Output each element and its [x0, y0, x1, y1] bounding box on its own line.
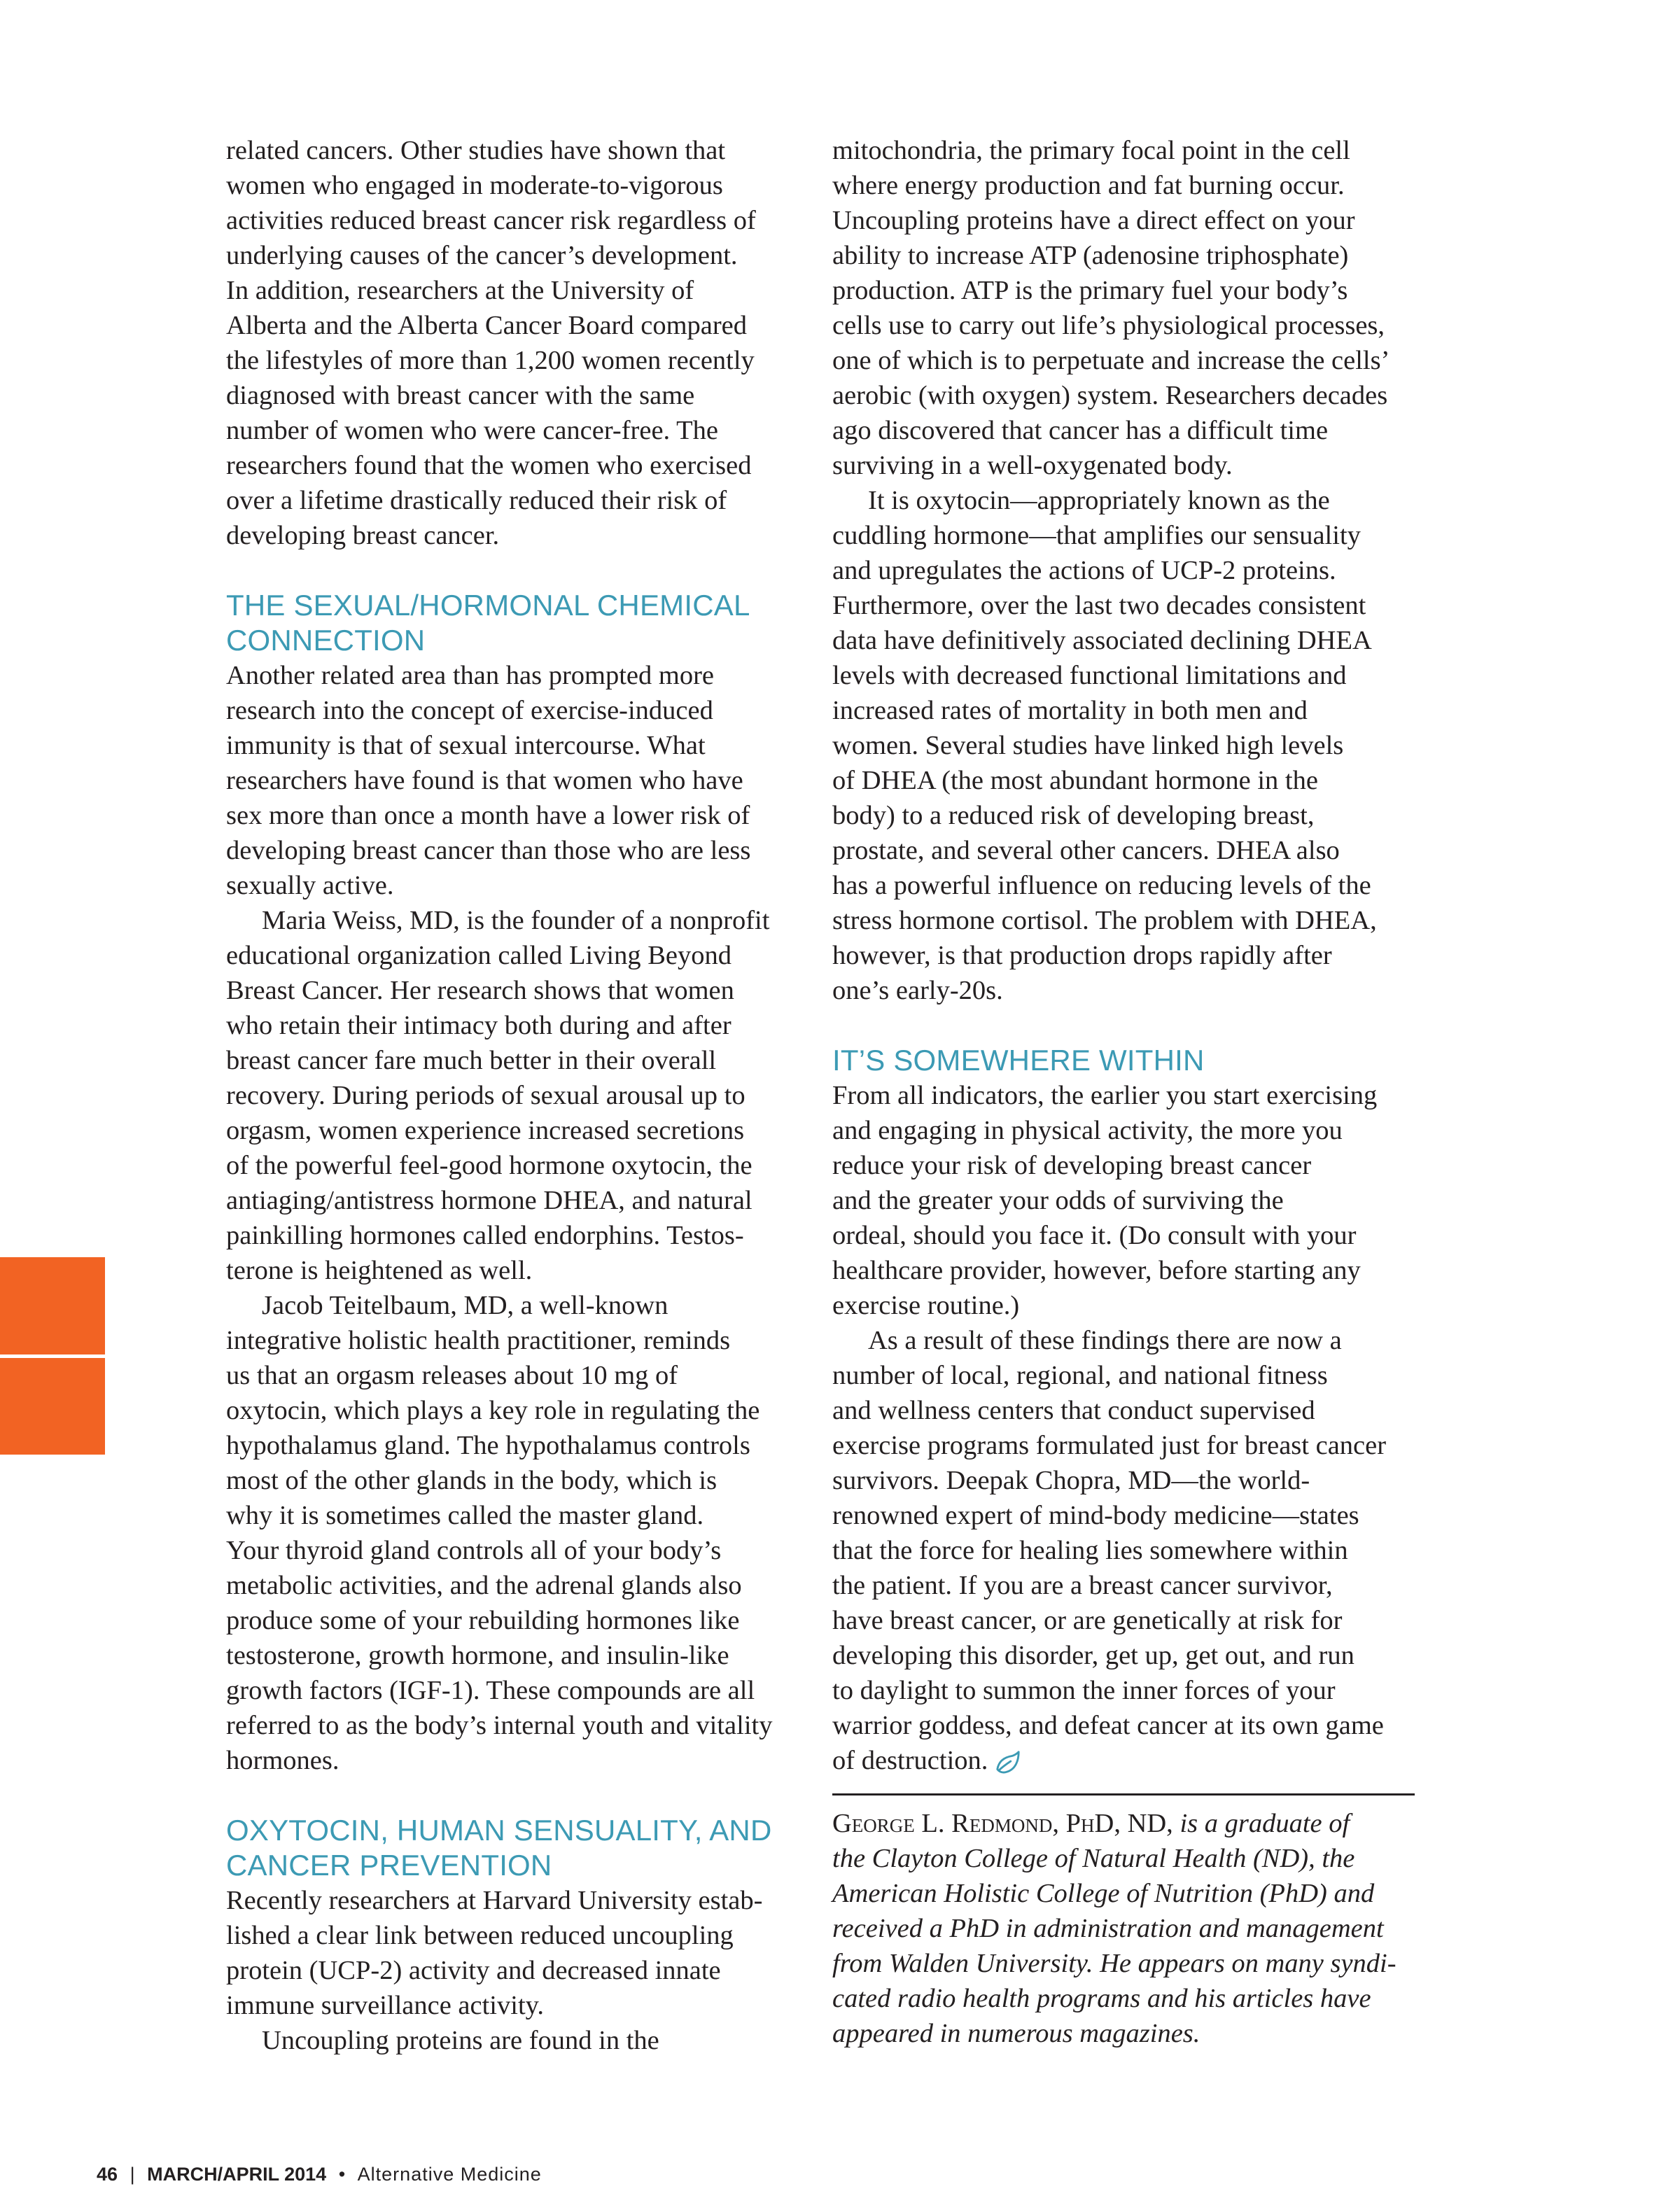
paragraph-line: body) to a reduced risk of developing breast,: [832, 801, 1315, 830]
paragraph-line: the patient. If you are a breast cancer survivor,: [832, 1571, 1333, 1600]
paragraph-line: developing this disorder, get up, get out, and run: [832, 1641, 1354, 1670]
paragraph-line: number of women who were cancer-free. The: [226, 416, 718, 445]
bio-divider: [832, 1793, 1415, 1795]
paragraph-line: most of the other glands in the body, which is: [226, 1466, 718, 1495]
paragraph-line: us that an orgasm releases about 10 mg of: [226, 1361, 678, 1390]
bio-line: received a PhD in administration and management: [832, 1914, 1384, 1943]
paragraph-line: however, is that production drops rapidly after: [832, 941, 1332, 970]
paragraph-line: From all indicators, the earlier you start exercising: [832, 1081, 1378, 1110]
paragraph-line: over a lifetime drastically reduced their risk of: [226, 486, 727, 515]
paragraph-line: to daylight to summon the inner forces of your: [832, 1676, 1336, 1705]
page-footer: [97, 2160, 542, 2188]
paragraph-line: oxytocin, which plays a key role in regulating the: [226, 1396, 760, 1425]
paragraph-line: number of local, regional, and national fitness: [832, 1361, 1328, 1390]
section-heading: IT’S SOMEWHERE WITHIN: [832, 1044, 1205, 1077]
paragraph-line: research into the concept of exercise-induced: [226, 696, 713, 725]
paragraph-line: where energy production and fat burning occur.: [832, 171, 1345, 200]
paragraph-line: related cancers. Other studies have shown that: [226, 136, 726, 165]
paragraph-line: Your thyroid gland controls all of your body’s: [226, 1536, 722, 1565]
paragraph-line: Another related area than has prompted more: [226, 661, 714, 690]
paragraph-line: healthcare provider, however, before starting any: [832, 1256, 1361, 1285]
paragraph-line: Maria Weiss, MD, is the founder of a nonprofit: [262, 906, 770, 935]
paragraph-line: hormones.: [226, 1746, 340, 1775]
paragraph-line: surviving in a well-oxygenated body.: [832, 451, 1233, 480]
paragraph-line: aerobic (with oxygen) system. Researchers decades: [832, 381, 1388, 410]
paragraph-line: Recently researchers at Harvard University estab-: [226, 1886, 763, 1915]
paragraph-line: researchers have found is that women who have: [226, 766, 743, 795]
paragraph-line: the lifestyles of more than 1,200 women recently: [226, 346, 755, 375]
paragraph-line: and engaging in physical activity, the more you: [832, 1116, 1343, 1145]
section-tab: [0, 1358, 105, 1455]
bio-line: cated radio health programs and his articles have: [832, 1984, 1371, 2013]
footer-separator: |: [130, 2164, 135, 2185]
magazine-name: Alternative Medicine: [357, 2164, 542, 2185]
paragraph-line: ordeal, should you face it. (Do consult with your: [832, 1221, 1357, 1250]
paragraph-line: immune surveillance activity.: [226, 1991, 545, 2020]
paragraph-line: prostate, and several other cancers. DHEA also: [832, 836, 1340, 865]
bio-line: from Walden University. He appears on many syndi-: [832, 1949, 1396, 1978]
paragraph-line: protein (UCP-2) activity and decreased innate: [226, 1956, 721, 1985]
paragraph-line: Jacob Teitelbaum, MD, a well-known: [262, 1291, 668, 1320]
paragraph-line: of destruction.: [832, 1743, 1021, 1778]
paragraph-line: sexually active.: [226, 871, 394, 900]
paragraph-line: hypothalamus gland. The hypothalamus controls: [226, 1431, 750, 1460]
paragraph-line: metabolic activities, and the adrenal glands also: [226, 1571, 742, 1600]
paragraph-line: production. ATP is the primary fuel your body’s: [832, 276, 1348, 305]
leaf-end-icon: [995, 1749, 1021, 1776]
paragraph-line: Furthermore, over the last two decades consistent: [832, 591, 1366, 620]
paragraph-line: testosterone, growth hormone, and insulin-like: [226, 1641, 729, 1670]
paragraph-line: reduce your risk of developing breast cancer: [832, 1151, 1312, 1180]
section-heading: CANCER PREVENTION: [226, 1849, 552, 1882]
paragraph-line: immunity is that of sexual intercourse. What: [226, 731, 706, 760]
paragraph-line: activities reduced breast cancer risk regardless of: [226, 206, 756, 235]
paragraph-line: why it is sometimes called the master gland.: [226, 1501, 704, 1530]
paragraph-line: diagnosed with breast cancer with the same: [226, 381, 695, 410]
paragraph-line: ability to increase ATP (adenosine triphosphate): [832, 241, 1349, 270]
paragraph-line: It is oxytocin—appropriately known as the: [868, 486, 1330, 515]
section-heading: THE SEXUAL/HORMONAL CHEMICAL: [226, 589, 750, 622]
paragraph-line: recovery. During periods of sexual arousal up to: [226, 1081, 746, 1110]
paragraph-line: has a powerful influence on reducing levels of the: [832, 871, 1371, 900]
paragraph-line: breast cancer fare much better in their overall: [226, 1046, 717, 1075]
paragraph-line: antiaging/antistress hormone DHEA, and natural: [226, 1186, 752, 1215]
paragraph-line: ago discovered that cancer has a difficult time: [832, 416, 1329, 445]
paragraph-line: In addition, researchers at the University of: [226, 276, 694, 305]
paragraph-line: growth factors (IGF-1). These compounds are all: [226, 1676, 755, 1705]
section-tab: [0, 1257, 105, 1354]
paragraph-line: developing breast cancer.: [226, 521, 500, 550]
paragraph-line: referred to as the body’s internal youth and vitality: [226, 1711, 773, 1740]
paragraph-line: who retain their intimacy both during and after: [226, 1011, 732, 1040]
page-number: 46: [97, 2164, 118, 2185]
bio-line: George L. Redmond, PhD, ND, is a graduate of: [832, 1809, 1350, 1838]
paragraph-line: of the powerful feel-good hormone oxytocin, the: [226, 1151, 752, 1180]
section-heading: CONNECTION: [226, 624, 426, 657]
author-name: George L. Redmond, PhD, ND,: [832, 1809, 1173, 1838]
issue-date: MARCH/APRIL 2014: [147, 2164, 327, 2185]
paragraph-line: cells use to carry out life’s physiological processes,: [832, 311, 1385, 340]
paragraph-line: Uncoupling proteins have a direct effect on your: [832, 206, 1355, 235]
paragraph-line: levels with decreased functional limitations and: [832, 661, 1347, 690]
paragraph-line: warrior goddess, and defeat cancer at its own game: [832, 1711, 1384, 1740]
paragraph-line: cuddling hormone—that amplifies our sensuality: [832, 521, 1361, 550]
paragraph-line: and wellness centers that conduct supervised: [832, 1396, 1315, 1425]
paragraph-line: survivors. Deepak Chopra, MD—the world-: [832, 1466, 1310, 1495]
bio-line: the Clayton College of Natural Health (ND), the: [832, 1844, 1355, 1873]
paragraph-line: exercise programs formulated just for breast cancer: [832, 1431, 1387, 1460]
paragraph-line: researchers found that the women who exercised: [226, 451, 752, 480]
paragraph-line: educational organization called Living Beyond: [226, 941, 732, 970]
paragraph-line: one of which is to perpetuate and increase the cells’: [832, 346, 1390, 375]
paragraph-line: lished a clear link between reduced uncoupling: [226, 1921, 734, 1950]
paragraph-line: have breast cancer, or are genetically at risk for: [832, 1606, 1343, 1635]
paragraph-line: data have definitively associated declining DHEA: [832, 626, 1372, 655]
paragraph-line: of DHEA (the most abundant hormone in the: [832, 766, 1318, 795]
paragraph-line: stress hormone cortisol. The problem with DHEA,: [832, 906, 1377, 935]
paragraph-line: increased rates of mortality in both men and: [832, 696, 1308, 725]
paragraph-line: orgasm, women experience increased secretions: [226, 1116, 745, 1145]
paragraph-line: and upregulates the actions of UCP-2 proteins.: [832, 556, 1336, 585]
paragraph-line: developing breast cancer than those who are less: [226, 836, 751, 865]
paragraph-line: Alberta and the Alberta Cancer Board compared: [226, 311, 748, 340]
paragraph-line: Uncoupling proteins are found in the: [262, 2026, 659, 2055]
paragraph-line: women. Several studies have linked high levels: [832, 731, 1344, 760]
bio-line: American Holistic College of Nutrition (PhD) and: [832, 1879, 1375, 1908]
paragraph-line: painkilling hormones called endorphins. Testos-: [226, 1221, 744, 1250]
paragraph-line: exercise routine.): [832, 1291, 1020, 1320]
footer-bullet: •: [338, 2164, 346, 2185]
bio-line: appeared in numerous magazines.: [832, 2019, 1200, 2048]
paragraph-line: underlying causes of the cancer’s development.: [226, 241, 738, 270]
paragraph-line: one’s early-20s.: [832, 976, 1003, 1005]
paragraph-line: that the force for healing lies somewhere within: [832, 1536, 1348, 1565]
paragraph-line: terone is heightened as well.: [226, 1256, 533, 1285]
paragraph-line: Breast Cancer. Her research shows that women: [226, 976, 734, 1005]
paragraph-line: produce some of your rebuilding hormones like: [226, 1606, 740, 1635]
paragraph-line: mitochondria, the primary focal point in the cell: [832, 136, 1350, 165]
paragraph-line: and the greater your odds of surviving the: [832, 1186, 1284, 1215]
paragraph-line: renowned expert of mind-body medicine—states: [832, 1501, 1359, 1530]
paragraph-line: sex more than once a month have a lower risk of: [226, 801, 750, 830]
paragraph-line: As a result of these findings there are now a: [868, 1326, 1342, 1355]
paragraph-line: integrative holistic health practitioner, reminds: [226, 1326, 731, 1355]
paragraph-line: women who engaged in moderate-to-vigorous: [226, 171, 723, 200]
section-heading: OXYTOCIN, HUMAN SENSUALITY, AND: [226, 1814, 772, 1847]
